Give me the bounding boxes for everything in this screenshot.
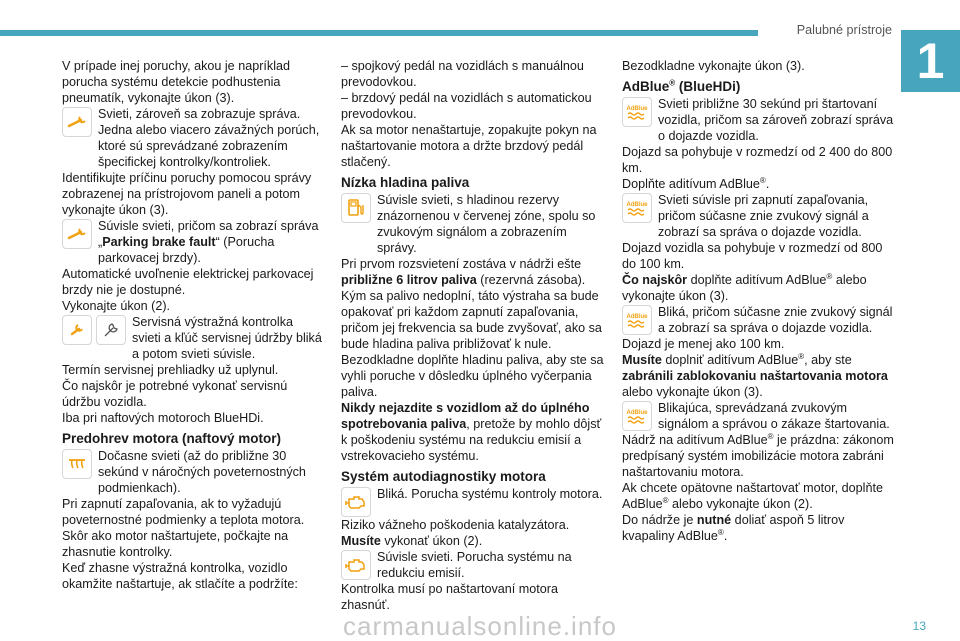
registered-mark: ®: [798, 351, 805, 361]
paragraph: Automatické uvoľnenie elektrickej parkovacej brzdy nie je dostupné.: [62, 267, 314, 297]
warning-row: [622, 96, 894, 144]
watermark: carmanualsonline.info: [343, 611, 617, 641]
paragraph: Dojazd sa pohybuje v rozmedzí od 2 400 do 800 km.: [622, 145, 893, 175]
text: Súvisle svieti, pričom sa zobrazí správa „: [98, 219, 319, 249]
text: alebo vykonajte úkon (3).: [622, 385, 763, 399]
text: , aby ste: [804, 353, 852, 367]
warning-row: [622, 400, 894, 432]
warning-text: Svieti súvisle pri zapnutí zapaľovania, pričom súčasne znie zvukový signál a zobrazí sa správa o dojazde vozidla.: [658, 193, 869, 239]
warning-text: [98, 218, 324, 266]
bold-text: Musíte: [622, 353, 662, 367]
wrench-warning-icon: [62, 107, 92, 137]
text: doplniť aditívum AdBlue: [661, 353, 799, 367]
paragraph: [341, 400, 605, 464]
paragraph: [622, 432, 894, 480]
paragraph: Keď zhasne výstražná kontrolka, vozidlo okamžite naštartuje, ak stlačíte a podržíte:: [62, 561, 298, 591]
paragraph: [341, 533, 605, 549]
paragraph: Iba pri naftových motoroch BlueHDi.: [62, 411, 264, 425]
bold-text: približne 6 litrov paliva: [341, 273, 477, 287]
adblue-icon-label: AdBlue: [626, 314, 648, 320]
text: (BlueHDi): [675, 79, 741, 94]
fuel-pump-icon: [341, 193, 371, 223]
registered-mark: ®: [662, 495, 669, 505]
adblue-icon-label: AdBlue: [626, 202, 648, 208]
text: Doplňte aditívum AdBlue: [622, 177, 760, 191]
adblue-icon-label: AdBlue: [626, 106, 648, 112]
warning-text: Súvisle svieti, s hladinou rezervy znázornenou v červenej zóne, spolu so zvukovým signálom a zobrazením správy.: [377, 193, 596, 255]
adblue-icon: [622, 193, 652, 223]
text: Pri prvom rozsvietení zostáva v nádrži ešte: [341, 257, 582, 271]
column-3: [622, 58, 894, 544]
warning-text: Blikajúca, sprevádzaná zvukovým signálom a správou o zákaze štartovania.: [658, 401, 890, 431]
warning-row: [622, 192, 894, 240]
registered-mark: ®: [767, 431, 774, 441]
message-text: Parking brake fault: [102, 235, 216, 249]
warning-text: Bliká, pričom súčasne znie zvukový signál a zobrazí sa správa o dojazde vozidla.: [658, 305, 893, 335]
paragraph: [341, 256, 605, 288]
section-heading: Systém autodiagnostiky motora: [341, 469, 546, 484]
page-number: 13: [912, 619, 926, 633]
warning-row: [62, 218, 324, 266]
text: AdBlue: [622, 79, 670, 94]
glow-plug-icon: [62, 449, 92, 479]
warning-row: [62, 106, 324, 170]
text: alebo vykonajte úkon (2).: [668, 497, 813, 511]
paragraph: Riziko vážneho poškodenia katalyzátora.: [341, 518, 570, 532]
paragraph: Dojazd je menej ako 100 km.: [622, 337, 785, 351]
paragraph: [622, 480, 894, 512]
column-1: [62, 58, 324, 592]
text: , pretože by mohlo dôjsť k poškodeniu systému na redukciu emisií a vstrekovacieho systému.: [341, 417, 602, 463]
paragraph: Kým sa palivo nedoplní, táto výstraha sa bude opakovať pri každom zapnutí zapaľovania, pričom jej frekvencia sa bude zvyšovať, ako sa bude hladina paliva približovať k nule.: [341, 289, 602, 351]
engine-icon: [341, 550, 371, 580]
text: alebo vykonajte úkon (3).: [622, 273, 867, 303]
warning-text: Svieti približne 30 sekúnd pri štartovaní vozidla, pričom sa zároveň zobrazí správa o dojazde vozidla.: [658, 97, 894, 143]
paragraph: Termín servisnej prehliadky už uplynul.: [62, 363, 279, 377]
warning-text: Dočasne svieti (až do približne 30 sekúnd v náročných poveternostných podmienkach).: [98, 449, 306, 495]
registered-mark: ®: [669, 78, 676, 88]
section-heading: Predohrev motora (naftový motor): [62, 431, 282, 446]
warning-row: [341, 549, 605, 581]
chapter-number: 1: [916, 33, 945, 89]
text: doliať aspoň 5 litrov kvapaliny AdBlue: [622, 513, 845, 543]
text: vykonať úkon (2).: [380, 534, 483, 548]
adblue-icon: [622, 305, 652, 335]
registered-mark: ®: [759, 175, 766, 185]
text: Ak chcete opätovne naštartovať motor, doplňte AdBlue: [622, 481, 883, 511]
paragraph: [622, 352, 894, 400]
registered-mark: ®: [826, 271, 833, 281]
bold-text: nutné: [696, 513, 732, 527]
paragraph: Dojazd vozidla sa pohybuje v rozmedzí od 800 do 100 km.: [622, 241, 883, 271]
adblue-icon: [622, 401, 652, 431]
paragraph: [622, 176, 894, 192]
warning-text: Bliká. Porucha systému kontroly motora.: [377, 487, 603, 501]
adblue-icon-label: AdBlue: [626, 410, 648, 416]
text: Nádrž na aditívum AdBlue: [622, 433, 768, 447]
wrench-warning-icon: [62, 315, 92, 345]
page-header-title: Palubné prístroje: [796, 23, 892, 37]
header-rule: [0, 30, 758, 36]
warning-row: [341, 192, 605, 256]
bold-text: Musíte: [341, 534, 381, 548]
warning-text: Svieti, zároveň sa zobrazuje správa. Jedna alebo viacero závažných porúch, ktoré sú sprevádzané zobrazením špecifickej kontrolky/kontroliek.: [98, 107, 320, 169]
registered-mark: ®: [717, 527, 724, 537]
paragraph: [622, 272, 894, 304]
text: (rezervná zásoba).: [476, 273, 586, 287]
paragraph: Pri zapnutí zapaľovania, ak to vyžadujú poveternostné podmienky a teplota motora. Skôr ako motor naštartujete, počkajte na zhasnutie kontrolky.: [62, 497, 305, 559]
text: .: [765, 177, 770, 191]
paragraph: Bezodkladne vykonajte úkon (3).: [622, 59, 805, 73]
service-spanner-icon: [96, 315, 126, 345]
text: doplňte aditívum AdBlue: [687, 273, 827, 287]
warning-row: [341, 486, 605, 517]
paragraph: V prípade inej poruchy, akou je napríklad porucha systému detekcie podhustenia pneumatík, vykonajte úkon (3).: [62, 59, 290, 105]
text: .: [723, 529, 728, 543]
paragraph: [622, 512, 894, 544]
warning-row: [62, 448, 324, 496]
text: “ (Porucha parkovacej brzdy).: [98, 235, 275, 265]
section-heading: [622, 78, 894, 95]
adblue-icon: [622, 97, 652, 127]
warning-row: [622, 304, 894, 336]
bold-text: Nikdy nejazdite s vozidlom až do úplného spotrebovania paliva: [341, 401, 590, 431]
paragraph: – brzdový pedál na vozidlách s automatickou prevodovkou.: [341, 91, 592, 121]
text: Do nádrže je: [622, 513, 697, 527]
paragraph: Identifikujte príčinu poruchy pomocou správy zobrazenej na prístrojovom paneli a potom vykonajte úkon (3).: [62, 171, 312, 217]
bold-text: Čo najskôr: [622, 273, 688, 287]
paragraph: Ak sa motor nenaštartuje, zopakujte pokyn na naštartovanie motora a držte brzdový pedál stlačený.: [341, 123, 597, 169]
wrench-warning-icon: [62, 219, 92, 249]
chapter-tab: [901, 30, 960, 92]
paragraph: – spojkový pedál na vozidlách s manuálnou prevodovkou.: [341, 59, 584, 89]
paragraph: Vykonajte úkon (2).: [62, 299, 171, 313]
text: je prázdna: zákonom predpísaný systém imobilizácie motora zabráni naštartovaniu motora.: [622, 433, 894, 479]
section-heading: Nízka hladina paliva: [341, 175, 470, 190]
bold-text: zabránili zablokovaniu naštartovania motora: [622, 369, 888, 383]
paragraph: Bezodkladne doplňte hladinu paliva, aby ste sa vyhli poruche v dôsledku úplného vyčerpania paliva.: [341, 353, 604, 399]
paragraph: Kontrolka musí po naštartovaní motora zhasnúť.: [341, 582, 559, 612]
paragraph: Čo najskôr je potrebné vykonať servisnú údržbu vozidla.: [62, 379, 288, 409]
engine-icon: [341, 487, 371, 517]
warning-text: Servisná výstražná kontrolka svieti a kľúč servisnej údržby bliká a potom svieti súvisle.: [132, 315, 322, 361]
warning-text: Súvisle svieti. Porucha systému na redukciu emisií.: [377, 550, 572, 580]
warning-row: [62, 314, 324, 362]
column-2: [341, 58, 605, 613]
